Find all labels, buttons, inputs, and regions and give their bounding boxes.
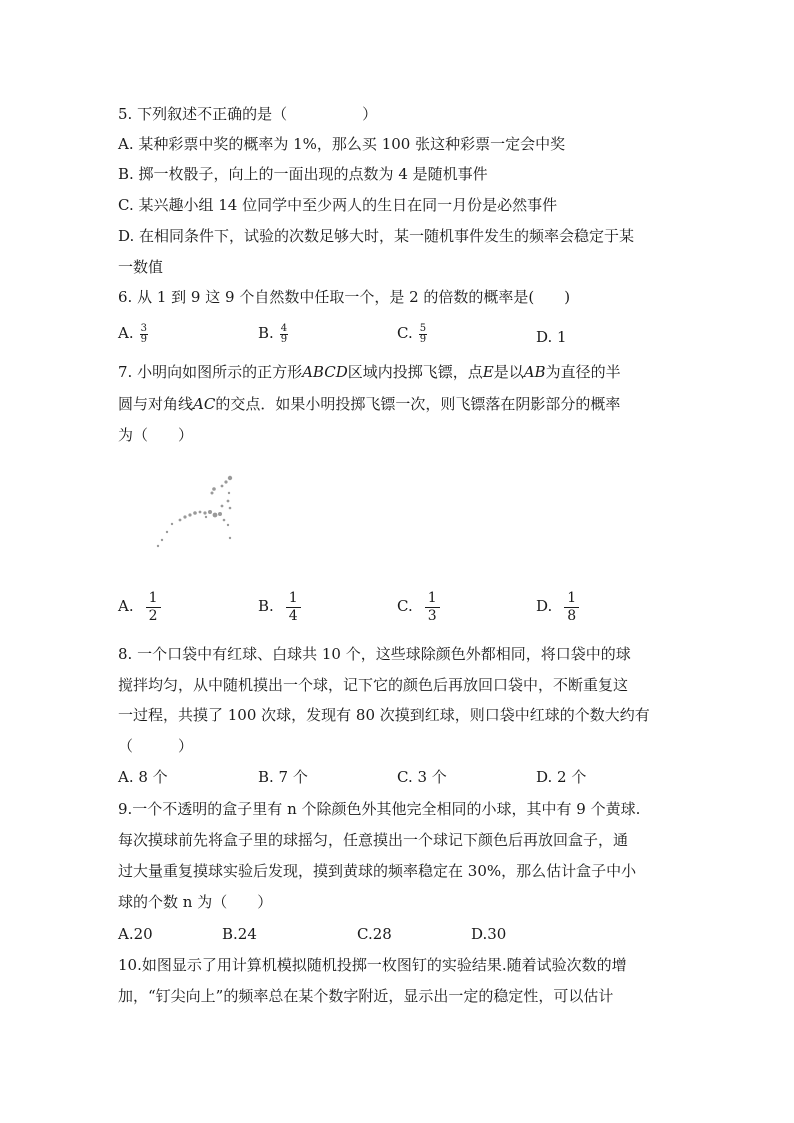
q7-d-num: 1: [564, 590, 579, 608]
q8-option-d: D. 2 个: [536, 768, 587, 786]
q7-l1-var-ab: AB: [523, 363, 546, 381]
q7-option-c: [397, 590, 440, 624]
q7-l2-b: 的交点．如果小明投掷飞镖一次，则飞镖落在阴影部分的概率: [215, 395, 621, 413]
q7-a-num: 1: [146, 590, 161, 608]
q7-l1-var-abcd: ABCD: [302, 363, 348, 381]
q6-option-a: [118, 323, 148, 345]
q9-line-1: 9.一个不透明的盒子里有 n 个除颜色外其他完全相同的小球，其中有 9 个黄球.: [118, 800, 641, 818]
q7-c-fraction: [425, 590, 440, 624]
q5-stem: 5. 下列叙述不正确的是（ ）: [118, 105, 378, 123]
q7-c-num: 1: [425, 590, 440, 608]
q7-d-den: 8: [567, 608, 577, 624]
q8-line-4: （ ）: [118, 737, 194, 755]
q8-option-c: C. 3 个: [397, 768, 447, 786]
q7-c-den: 3: [427, 608, 437, 624]
q6-option-b: [258, 323, 288, 345]
q6-a-fraction: [140, 324, 148, 345]
q6-a-num: 3: [140, 322, 147, 334]
q7-a-letter: A.: [118, 597, 134, 615]
q10-line-1: 10.如图显示了用计算机模拟随机投掷一枚图钉的实验结果.随着试验次数的增: [118, 956, 627, 974]
q9-option-d: D.30: [471, 925, 507, 943]
q7-b-num: 1: [286, 590, 301, 608]
q6-c-num: 5: [419, 322, 427, 334]
q7-l2-a: 圆与对角线: [118, 395, 194, 413]
q8-option-b: B. 7 个: [258, 768, 308, 786]
q7-l1-d: 为直径的半: [545, 363, 621, 381]
q6-a-letter: A.: [118, 324, 134, 342]
q7-option-d: [536, 590, 579, 624]
q7-option-b: [258, 590, 301, 624]
q7-a-fraction: [146, 590, 161, 624]
q7-a-den: 2: [148, 608, 158, 624]
q9-option-a: A.20: [118, 925, 153, 943]
q7-b-fraction: [286, 590, 301, 624]
q7-l1-b: 区域内投掷飞镖，点: [347, 363, 483, 381]
q7-l2-var-ac: AC: [193, 395, 216, 413]
q6-b-num: 4: [280, 322, 288, 334]
q7-line-1: [118, 362, 621, 382]
q6-c-den: 9: [419, 333, 427, 345]
q6-c-fraction: [419, 324, 427, 345]
q6-option-c: [397, 323, 427, 345]
q5-option-a: A. 某种彩票中奖的概率为 1%，那么买 100 张这种彩票一定会中奖: [118, 135, 566, 153]
q6-b-letter: B.: [258, 324, 274, 342]
q6-c-letter: C.: [397, 324, 413, 342]
q7-l1-a: 7. 小明向如图所示的正方形: [118, 363, 303, 381]
q5-option-c: C. 某兴趣小组 14 位同学中至少两人的生日在同一月份是必然事件: [118, 196, 558, 214]
q5-option-d: D. 在相同条件下，试验的次数足够大时，某一随机事件发生的频率会稳定于某: [118, 227, 635, 245]
q8-option-a: A. 8 个: [118, 768, 168, 786]
q7-l1-c: 是以: [493, 363, 524, 381]
q9-line-3: 过大量重复摸球实验后发现，摸到黄球的频率稳定在 30%，那么估计盒子中小: [118, 862, 637, 880]
q7-line-2: [118, 394, 620, 414]
q6-b-den: 9: [280, 333, 288, 345]
q6-stem: 6. 从 1 到 9 这 9 个自然数中任取一个，是 2 的倍数的概率是( ): [118, 288, 571, 306]
q8-line-3: 一过程，共摸了 100 次球，发现有 80 次摸到红球，则口袋中红球的个数大约有: [118, 706, 650, 724]
q6-a-den: 9: [140, 333, 147, 345]
q7-b-letter: B.: [258, 597, 274, 615]
q9-line-4: 球的个数 n 为（ ）: [118, 893, 273, 911]
q6-b-fraction: [280, 324, 288, 345]
q9-option-c: C.28: [357, 925, 392, 943]
q7-d-letter: D.: [536, 597, 553, 615]
q8-line-2: 搅拌均匀，从中随机摸出一个球，记下它的颜色后再放回口袋中，不断重复这: [118, 676, 629, 694]
q5-option-b: B. 掷一枚骰子，向上的一面出现的点数为 4 是随机事件: [118, 165, 488, 183]
q7-c-letter: C.: [397, 597, 413, 615]
q10-line-2: 加，“钉尖向上”的频率总在某个数字附近，显示出一定的稳定性，可以估计: [118, 987, 614, 1005]
q9-option-b: B.24: [222, 925, 257, 943]
q7-line-3: 为（ ）: [118, 426, 194, 444]
q7-figure-faint: [150, 468, 250, 553]
q6-option-d: D. 1: [536, 328, 567, 346]
q7-b-den: 4: [288, 608, 298, 624]
q7-l1-var-e: E: [482, 363, 494, 381]
q8-line-1: 8. 一个口袋中有红球、白球共 10 个，这些球除颜色外都相同，将口袋中的球: [118, 645, 631, 663]
q5-option-d-cont: 一数值: [118, 258, 164, 276]
q9-line-2: 每次摸球前先将盒子里的球摇匀，任意摸出一个球记下颜色后再放回盒子，通: [118, 831, 629, 849]
q7-option-a: [118, 590, 161, 624]
q7-d-fraction: [564, 590, 579, 624]
